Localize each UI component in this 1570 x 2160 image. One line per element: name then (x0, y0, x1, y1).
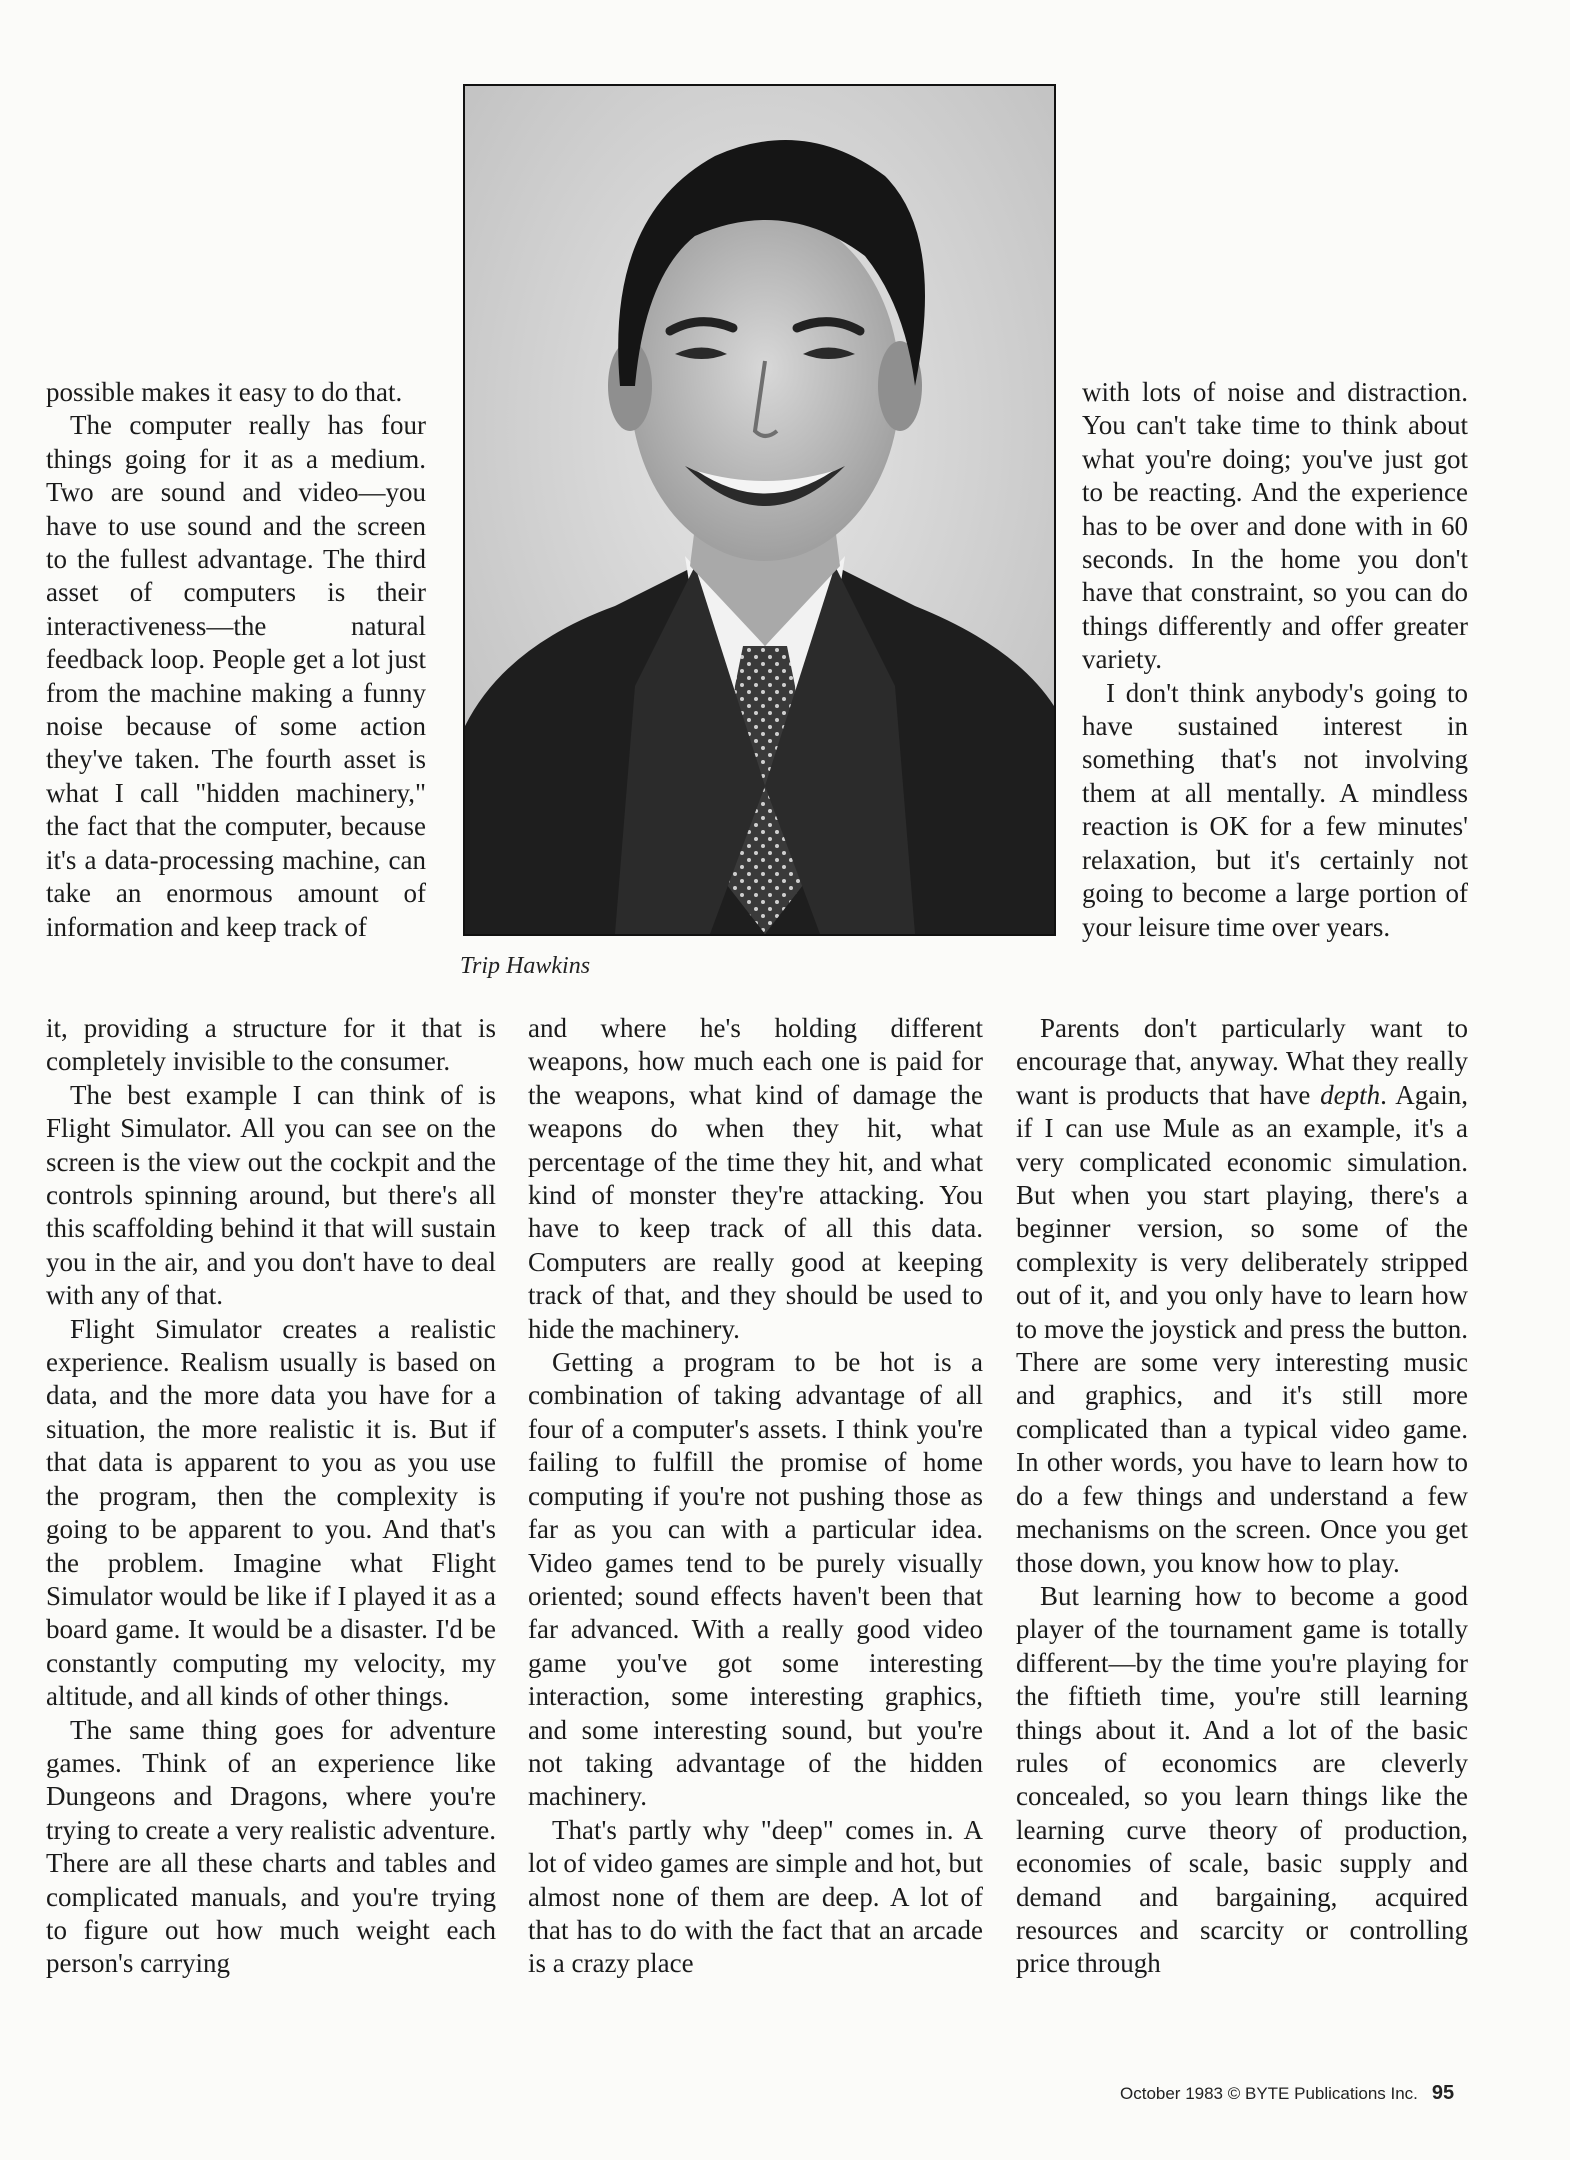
photo-caption: Trip Hawkins (460, 953, 591, 979)
page-footer (1120, 2082, 1454, 2105)
paragraph: Flight Simulator creates a realistic experience. Realism usually is based on data, and the more data you have for a situation, the more realistic it is. But if that data is apparent to you as you use the program, then the complexity is going to be apparent to you. And that's the problem. Imagine what Flight Simulator would be like if I played it as a board game. It would be a disaster. I'd be constantly computing my velocity, my altitude, and all kinds of other things. (46, 1313, 496, 1712)
portrait-illustration (465, 86, 1054, 934)
paragraph: Getting a program to be hot is a combination of taking advantage of all four of a computer's assets. I think you're failing to fulfill the promise of home computing if you're not pushing those as far as you can with a particular idea. Video games tend to be purely visually oriented; sound effects haven't been that far advanced. With a really good video game you've got some interesting interaction, some interesting graphics, and some interesting sound, but you're not taking advantage of the hidden machinery. (528, 1347, 983, 1812)
column-1-top (46, 376, 426, 944)
page-number: 95 (1431, 2082, 1455, 2104)
paragraph (1016, 1012, 1468, 1580)
paragraph: and where he's holding different weapons, how much each one is paid for the weapons, what kind of damage the weapons do when they hit, what percentage of the time they hit, and what kind of monster they're attacking. You have to keep track of all this data. Computers are really good at keeping track of that, and they should be used to hide the machinery. (528, 1013, 983, 1344)
emphasis-depth: depth (1320, 1079, 1381, 1110)
paragraph: But learning how to become a good player of the tournament game is totally different—by the time you're playing for the fiftieth time, you're still learning things about it. And a lot of the basic rules of economics are cleverly concealed, so you learn things like the learning curve theory of production, economies of scale, basic supply and demand and bargaining, acquired resources and scarcity or controlling price through (1016, 1580, 1468, 1979)
column-1-bottom (46, 1012, 496, 1981)
paragraph: I don't think anybody's going to have sustained interest in something that's not involving them at all mentally. A mindless reaction is OK for a few minutes' relaxation, but it's certainly not going to become a large portion of your leisure time over years. (1082, 677, 1468, 942)
paragraph: it, providing a structure for it that is completely invisible to the consumer. (46, 1013, 496, 1077)
portrait-photo (463, 84, 1056, 936)
paragraph: The same thing goes for adventure games. Think of an experience like Dungeons and Dragons, where you're trying to create a very realistic adventure. There are all these charts and tables and complicated manuals, and you're trying to figure out how much weight each person's carrying (46, 1714, 496, 1979)
column-2 (528, 1012, 983, 1981)
issue-credit: October 1983 © BYTE Publications Inc. (1120, 2084, 1418, 2103)
paragraph: The best example I can think of is Flight Simulator. All you can see on the screen is the view out the cockpit and the controls spinning around, but there's all this scaffolding behind it that will sustain you in the air, and you don't have to deal with any of that. (46, 1079, 496, 1311)
column-3-bottom (1016, 1012, 1468, 1981)
column-3-top (1082, 376, 1468, 944)
paragraph: with lots of noise and distraction. You can't take time to think about what you're doing; you've just got to be reacting. And the experience has to be over and done with in 60 seconds. In the home you don't have that constraint, so you can do things differently and offer greater variety. (1082, 377, 1468, 675)
paragraph-text: . Again, if I can use Mule as an example, it's a very complicated economic simulation. But when you start playing, there's a beginner version, so some of the complexity is very deliberately stripped out of it, and you only have to learn how to move the joystick and press the button. There are some very interesting music and graphics, and it's still more complicated than a typical video game. In other words, you have to learn how to do a few things and understand a few mechanisms on the screen. Once you get those down, you know how to play. (1016, 1079, 1468, 1578)
paragraph-text: Parents don't particularly want to encourage that, anyway. What they really want is products that have (1016, 1013, 1468, 1110)
paragraph: possible makes it easy to do that. (46, 377, 403, 407)
paragraph: The computer really has four things going for it as a medium. Two are sound and video—you have to use sound and the screen to the fullest advantage. The third asset of computers is their interactiveness—the natural feedback loop. People get a lot just from the machine making a funny noise because of some action they've taken. The fourth asset is what I call "hidden machinery," the fact that the computer, because it's a data-processing machine, can take an enormous amount of information and keep track of (46, 410, 426, 942)
paragraph: That's partly why "deep" comes in. A lot of video games are simple and hot, but almost none of them are deep. A lot of that has to do with the fact that an arcade is a crazy place (528, 1814, 983, 1979)
